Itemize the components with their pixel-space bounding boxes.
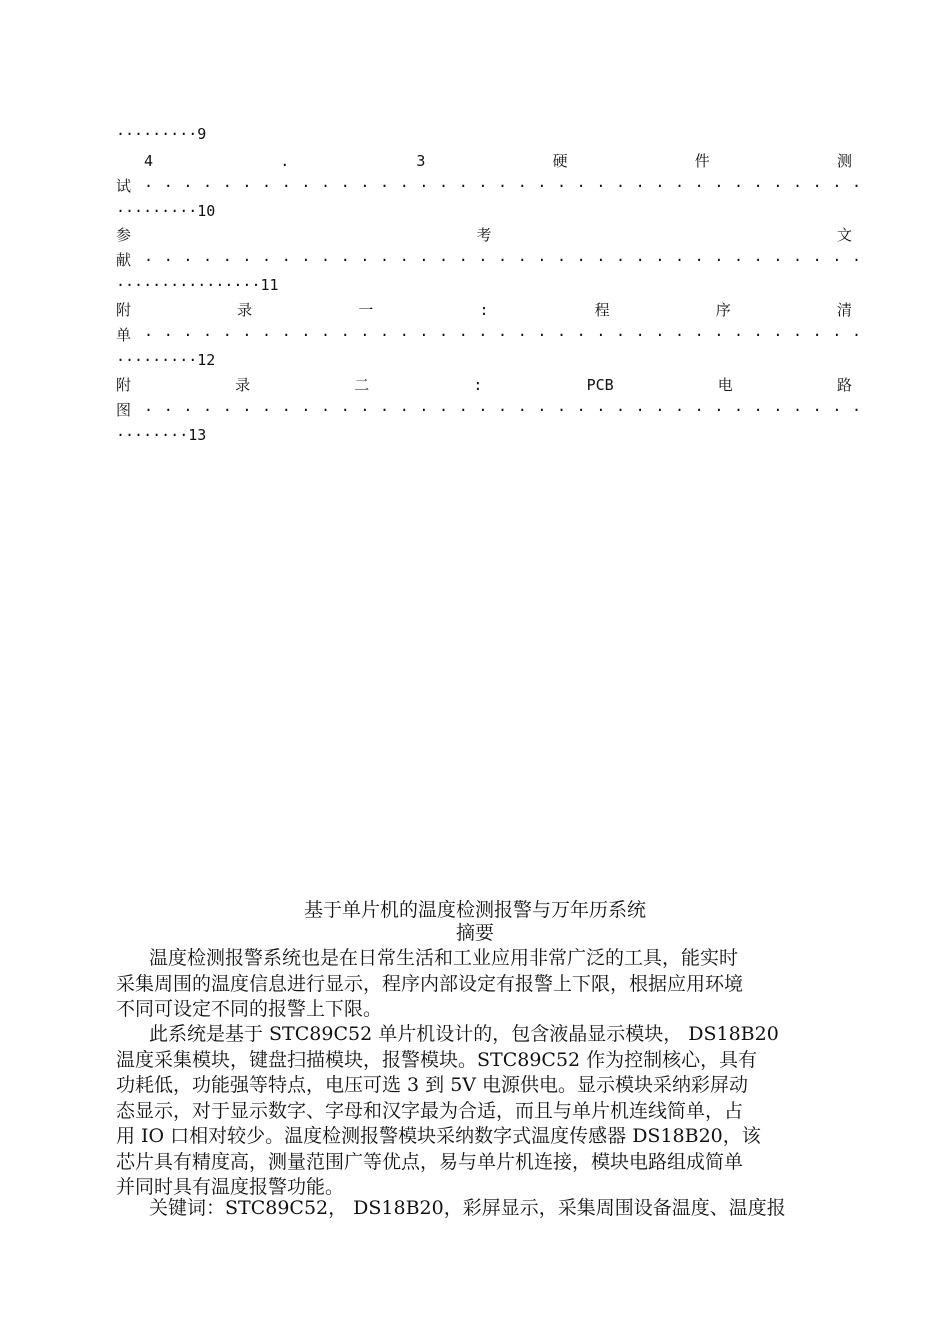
text-line: 温度检测报警系统也是在日常生活和工业应用非常广泛的工具，能实时 xyxy=(149,947,739,969)
toc-char: 电 xyxy=(717,376,733,394)
toc-char: 路 xyxy=(836,376,852,394)
text-line: 用 IO 口相对较少。温度检测报警模块采纳数字式温度传感器 DS18B20，该 xyxy=(116,1125,761,1147)
toc-char: 献 xyxy=(116,251,132,269)
toc-char: 参 xyxy=(116,226,132,244)
toc-leader: ·········10 xyxy=(116,202,216,220)
toc-char: 二 xyxy=(354,376,370,394)
toc-char: 考 xyxy=(476,226,492,244)
toc-char: 图 xyxy=(116,401,132,419)
keywords-text: 关键词：STC89C52， DS18B20，彩屏显示，采集周围设备温度、温度报 xyxy=(149,1197,786,1219)
toc-leader: ········13 xyxy=(116,426,207,444)
keywords-line xyxy=(116,1196,852,1222)
toc-page-number xyxy=(116,199,852,223)
text-line: 不同可设定不同的报警上下限。 xyxy=(116,998,383,1020)
toc-char: : xyxy=(473,376,483,394)
toc-char: 录 xyxy=(235,376,251,394)
text-line: 采集周围的温度信息进行显示，程序内部设定有报警上下限，根据应用环境 xyxy=(116,972,744,995)
text-line: 功耗低，功能强等特点，电压可选 3 到 5V 电源供电。显示模块采纳彩屏动 xyxy=(116,1074,749,1096)
toc-char: 件 xyxy=(694,152,710,170)
toc-char: 硬 xyxy=(552,152,568,170)
text-line: 芯片具有精度高，测量范围广等优点，易与单片机连接，模块电路组成简单 xyxy=(116,1150,744,1173)
toc-leader: ·········9 xyxy=(116,125,207,143)
toc-char: PCB xyxy=(586,376,614,394)
toc-row-tail xyxy=(116,122,852,146)
text-line: 态显示，对于显示数字、字母和汉字最为合适，而且与单片机连线简单，占 xyxy=(116,1099,744,1122)
toc-char: 附 xyxy=(116,301,132,319)
toc-leader: ····································· xyxy=(144,251,872,269)
abstract-paragraph-1 xyxy=(116,946,852,1023)
toc-leader: ····································· xyxy=(144,401,872,419)
toc-char: 单 xyxy=(116,326,132,344)
toc-continuation xyxy=(116,398,872,422)
toc-continuation xyxy=(116,323,872,347)
text-line: 并同时具有温度报警功能。 xyxy=(116,1176,345,1198)
toc-entry-4-3[interactable] xyxy=(116,149,852,173)
toc-leader: ····································· xyxy=(144,177,872,195)
toc-leader: ·········12 xyxy=(116,351,216,369)
toc-leader: ····································· xyxy=(144,326,872,344)
toc-continuation xyxy=(116,174,872,198)
toc-page-number xyxy=(116,423,852,447)
abstract-paragraph-2 xyxy=(116,1022,852,1201)
toc-char: 文 xyxy=(836,226,852,244)
toc-char: 程 xyxy=(594,301,610,319)
toc-page-number xyxy=(116,348,852,372)
toc-entry-appendix-1[interactable] xyxy=(116,298,852,322)
toc-entry-references[interactable] xyxy=(116,223,852,247)
toc-char: 4 xyxy=(144,152,154,170)
toc-leader: ················11 xyxy=(116,276,279,294)
toc-char: : xyxy=(479,301,489,319)
toc-char: 附 xyxy=(116,376,132,394)
toc-char: 试 xyxy=(116,177,132,195)
text-line: 此系统是基于 STC89C52 单片机设计的，包含液晶显示模块， DS18B20 xyxy=(149,1023,779,1045)
toc-entry-appendix-2[interactable] xyxy=(116,373,852,397)
toc-char: 3 xyxy=(416,152,426,170)
toc-char: 清 xyxy=(836,301,852,319)
toc-char: 一 xyxy=(358,301,374,319)
toc-char: 测 xyxy=(836,152,852,170)
toc-continuation xyxy=(116,248,872,272)
toc-char: 录 xyxy=(237,301,253,319)
toc-page-number xyxy=(116,273,852,297)
document-title: 基于单片机的温度检测报警与万年历系统 xyxy=(303,899,646,921)
abstract-heading: 摘要 xyxy=(455,922,494,944)
toc-char: 序 xyxy=(715,301,731,319)
toc-char: . xyxy=(280,152,290,170)
text-line: 温度采集模块，键盘扫描模块，报警模块。STC89C52 作为控制核心，具有 xyxy=(116,1048,758,1071)
